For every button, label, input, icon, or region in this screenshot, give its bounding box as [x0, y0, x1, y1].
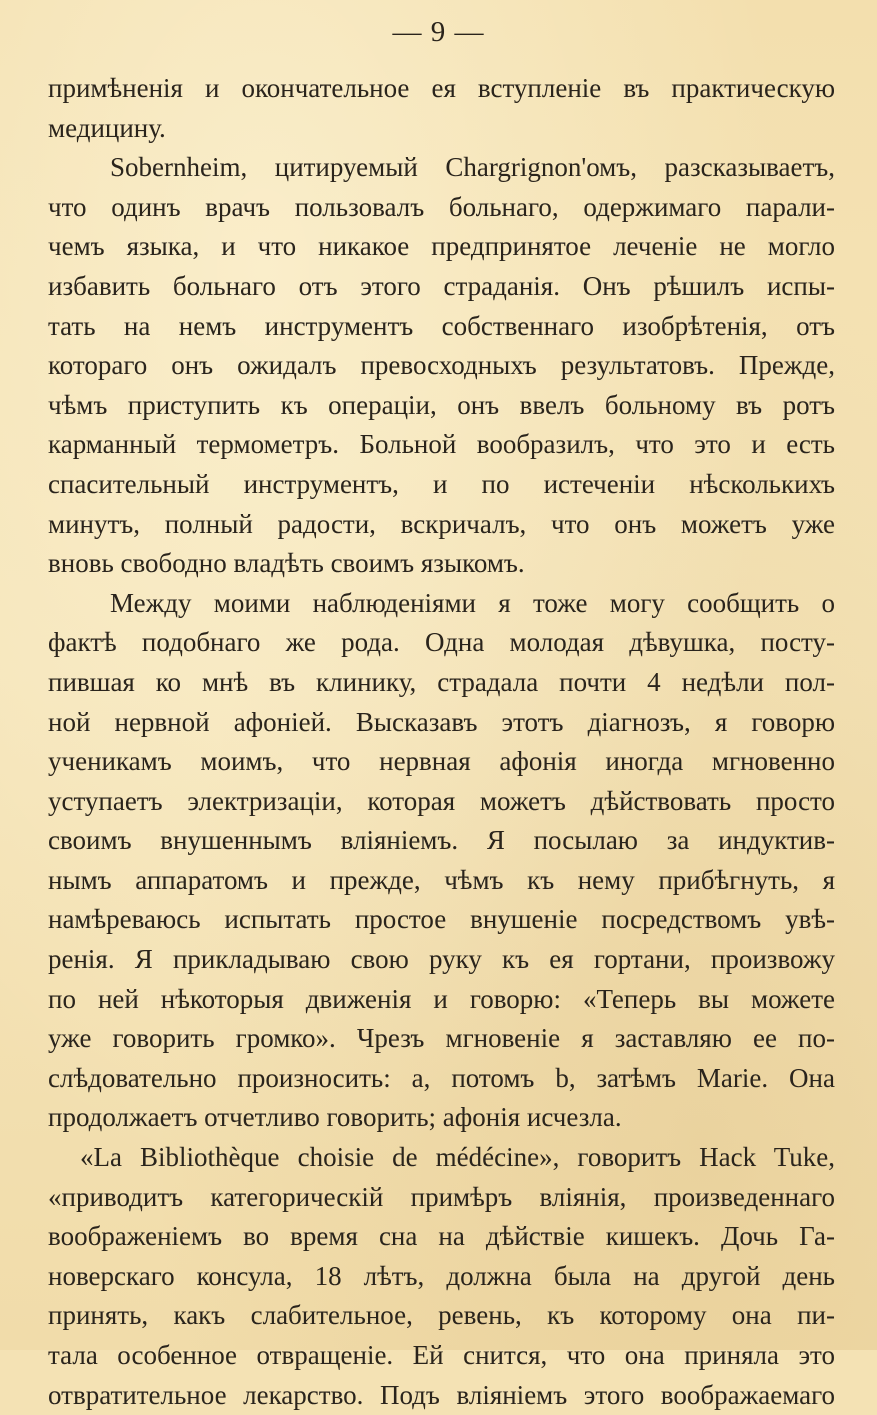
text-line: воображеніемъ во время сна на дѣйствіе кишекъ. Дочь Га-: [48, 1221, 835, 1252]
text-line: по ней нѣкоторыя движенія и говорю: «Теперь вы можете: [48, 983, 835, 1014]
text-line: новерскаго консула, 18 лѣтъ, должна была на другой день: [48, 1260, 835, 1291]
text-line: продолжаетъ отчетливо говорить; афонія исчезла.: [48, 1102, 622, 1133]
text-line: избавить больнаго отъ этого страданія. Онъ рѣшилъ испы-: [48, 270, 835, 301]
text-body: [48, 69, 835, 1415]
text-line: уступаетъ электризаціи, которая можетъ дѣйствовать просто: [48, 785, 835, 816]
text-line: ной нервной афоніей. Высказавъ этотъ діагнозъ, я говорю: [48, 706, 835, 737]
text-line: ученикамъ моимъ, что нервная афонія иногда мгновенно: [48, 746, 835, 777]
page-number: — 9 —: [392, 16, 485, 48]
paragraph-start-line: «La Bibliothèque choisie de médécine», говоритъ Hack Tuke,: [80, 1142, 835, 1173]
paragraph-start-line: Sobernheim, цитируемый Chargrignon'омъ, разсказываетъ,: [110, 152, 835, 183]
text-line: «приводитъ категорическій примѣръ вліянія, произведеннаго: [48, 1181, 835, 1212]
text-line: пившая ко мнѣ въ клинику, страдала почти 4 недѣли пол-: [48, 666, 835, 697]
text-line: примѣненія и окончательное ея вступленіе въ практическую: [48, 73, 835, 103]
text-line: медицину.: [48, 112, 166, 143]
text-line: уже говорить громко». Чрезъ мгновеніе я заставляю ее по-: [48, 1023, 835, 1054]
text-line: чѣмъ приступить къ операціи, онъ ввелъ больному въ ротъ: [48, 389, 835, 420]
text-line: тать на немъ инструментъ собственнаго изобрѣтенія, отъ: [48, 310, 835, 341]
text-line: вновь свободно владѣть своимъ языкомъ.: [48, 548, 525, 579]
text-line: своимъ внушеннымъ вліяніемъ. Я посылаю за индуктив-: [48, 825, 835, 856]
text-line: нымъ аппаратомъ и прежде, чѣмъ къ нему прибѣгнуть, я: [48, 864, 835, 895]
text-line: карманный термометръ. Больной вообразилъ, что это и есть: [48, 429, 835, 460]
text-line: намѣреваюсь испытать простое внушеніе посредствомъ увѣ-: [48, 904, 835, 935]
text-line: ренія. Я прикладываю свою руку къ ея гортани, произвожу: [48, 944, 835, 975]
text-line: отвратительное лекарство. Подъ вліяніемъ этого воображаемаго: [48, 1379, 835, 1410]
text-line: тала особенное отвращеніе. Ей снится, что она приняла это: [48, 1340, 835, 1370]
text-line: минутъ, полный радости, вскричалъ, что онъ можетъ уже: [48, 508, 835, 539]
text-line: фактѣ подобнаго же рода. Одна молодая дѣвушка, посту-: [48, 627, 835, 658]
text-line: котораго онъ ожидалъ превосходныхъ результатовъ. Прежде,: [48, 350, 835, 381]
text-line: что одинъ врачъ пользовалъ больнаго, одержимаго парали-: [48, 191, 835, 222]
text-line: принять, какъ слабительное, ревень, къ которому она пи-: [48, 1300, 835, 1331]
text-line: чемъ языка, и что никакое предпринятое леченіе не могло: [48, 231, 835, 262]
text-line: спасительный инструментъ, и по истеченіи нѣсколькихъ: [48, 468, 835, 499]
paragraph-start-line: Между моими наблюденіями я тоже могу сообщить о: [110, 587, 835, 618]
text-line: слѣдовательно произносить: a, потомъ b, затѣмъ Marie. Она: [48, 1062, 835, 1093]
